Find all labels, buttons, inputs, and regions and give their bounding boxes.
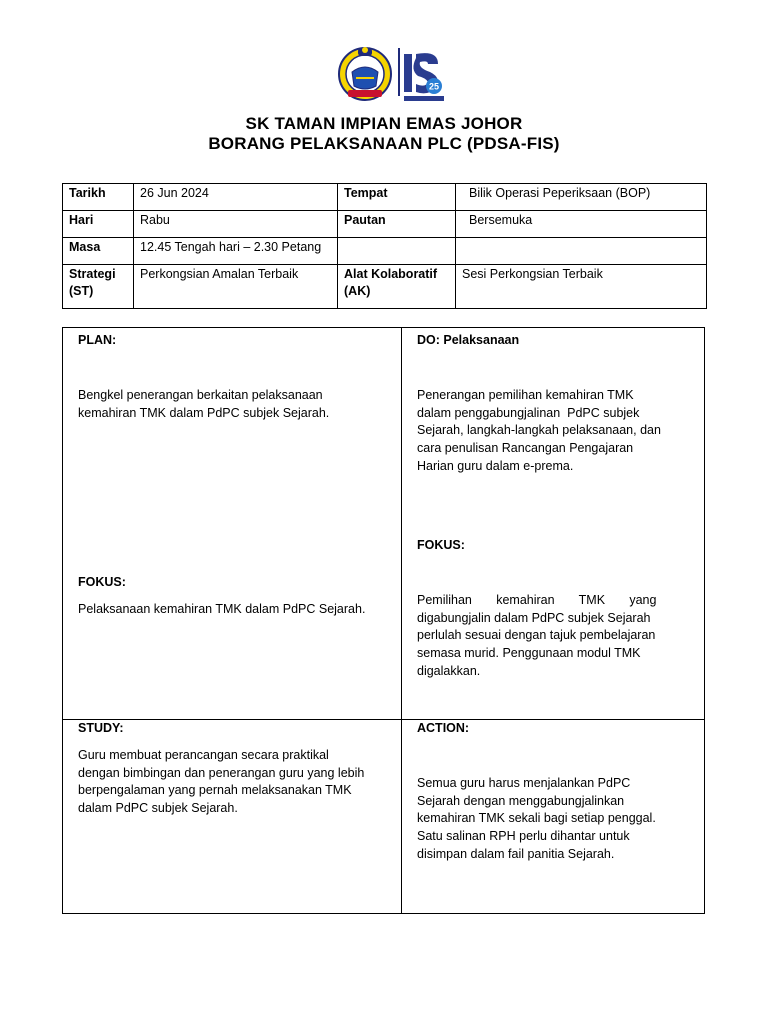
alat-label-line1: Alat Kolaboratif [344, 267, 438, 281]
do-fokus-line: semasa murid. Penggunaan modul TMK [417, 646, 641, 661]
plan-line: kemahiran TMK dalam PdPC subjek Sejarah. [78, 405, 330, 420]
tarikh-label: Tarikh [63, 184, 134, 211]
do-line: dalam penggabungjalinan PdPC subjek [417, 405, 640, 420]
tarikh-value: 26 Jun 2024 [134, 184, 338, 211]
do-line: Sejarah, langkah-langkah pelaksanaan, dan [417, 423, 661, 438]
study-line: berpengalaman yang pernah melaksanakan TMK [78, 783, 352, 798]
do-fokus-text [417, 592, 689, 681]
hari-value: Rabu [134, 211, 338, 238]
strategi-label-line1: Strategi [69, 267, 116, 281]
do-text [417, 387, 689, 476]
fis-25-logo [398, 48, 446, 104]
alat-value: Sesi Perkongsian Terbaik [456, 265, 707, 309]
do-fokus-heading: FOKUS: [417, 538, 465, 552]
plan-heading: PLAN: [78, 333, 117, 347]
study-heading: STUDY: [78, 721, 124, 735]
action-text [417, 775, 697, 864]
school-title: SK TAMAN IMPIAN EMAS JOHOR [245, 114, 523, 133]
masa-label: Masa [63, 238, 134, 265]
study-line: dalam PdPC subjek Sejarah. [78, 801, 238, 816]
school-crest-logo [336, 44, 394, 102]
strategi-value: Perkongsian Amalan Terbaik [134, 265, 338, 309]
tempat-label: Tempat [338, 184, 456, 211]
study-text [78, 747, 398, 818]
grid-horizontal-divider [63, 719, 705, 720]
pautan-label: Pautan [338, 211, 456, 238]
form-title: BORANG PELAKSANAAN PLC (PDSA-FIS) [208, 134, 560, 153]
header-logos [336, 44, 448, 106]
action-heading: ACTION: [417, 721, 470, 735]
info-row-tarikh [63, 184, 707, 211]
strategi-label-line2: (ST) [69, 284, 94, 298]
do-line: Harian guru dalam e-prema. [417, 458, 574, 473]
plan-fokus-text: Pelaksanaan kemahiran TMK dalam PdPC Sejarah. [78, 602, 366, 616]
do-line: Penerangan pemilihan kemahiran TMK [417, 388, 634, 402]
tempat-value: Bilik Operasi Peperiksaan (BOP) [456, 184, 707, 211]
plan-fokus-heading: FOKUS: [78, 575, 126, 589]
do-fokus-line: perlulah sesuai dengan tajuk pembelajaran [417, 628, 656, 643]
alat-label [338, 265, 456, 309]
masa-empty-cell [338, 238, 456, 265]
strategi-label [63, 265, 134, 309]
action-line: Satu salinan RPH perlu dihantar untuk [417, 829, 630, 844]
info-table [62, 183, 707, 309]
action-line: kemahiran TMK sekali bagi setiap penggal. [417, 811, 656, 826]
masa-empty-cell-2 [456, 238, 707, 265]
info-row-hari [63, 211, 707, 238]
pautan-value: Bersemuka [456, 211, 707, 238]
action-line: Semua guru harus menjalankan PdPC [417, 776, 631, 790]
study-line: Guru membuat perancangan secara praktikal [78, 748, 329, 762]
action-line: disimpan dalam fail panitia Sejarah. [417, 846, 615, 861]
info-row-masa [63, 238, 707, 265]
grid-vertical-divider [401, 328, 402, 914]
do-fokus-line: Pemilihan kemahiran TMK yang [417, 593, 657, 607]
masa-value: 12.45 Tengah hari – 2.30 Petang [134, 238, 338, 265]
plan-line: Bengkel penerangan berkaitan pelaksanaan [78, 388, 323, 402]
do-fokus-line: digalakkan. [417, 663, 481, 678]
action-line: Sejarah dengan menggabungjalinkan [417, 793, 625, 808]
do-heading: DO: Pelaksanaan [417, 333, 520, 347]
info-row-strategi [63, 265, 707, 309]
study-line: dengan bimbingan dan penerangan guru yang lebih [78, 765, 365, 780]
do-line: cara penulisan Rancangan Pengajaran [417, 441, 634, 456]
do-fokus-line: digabungjalin dalam PdPC subjek Sejarah [417, 610, 651, 625]
plan-text [78, 387, 396, 422]
hari-label: Hari [63, 211, 134, 238]
fis-25-text: 25 [428, 81, 440, 92]
pdsa-grid [62, 327, 705, 914]
alat-label-line2: (AK) [344, 284, 371, 298]
